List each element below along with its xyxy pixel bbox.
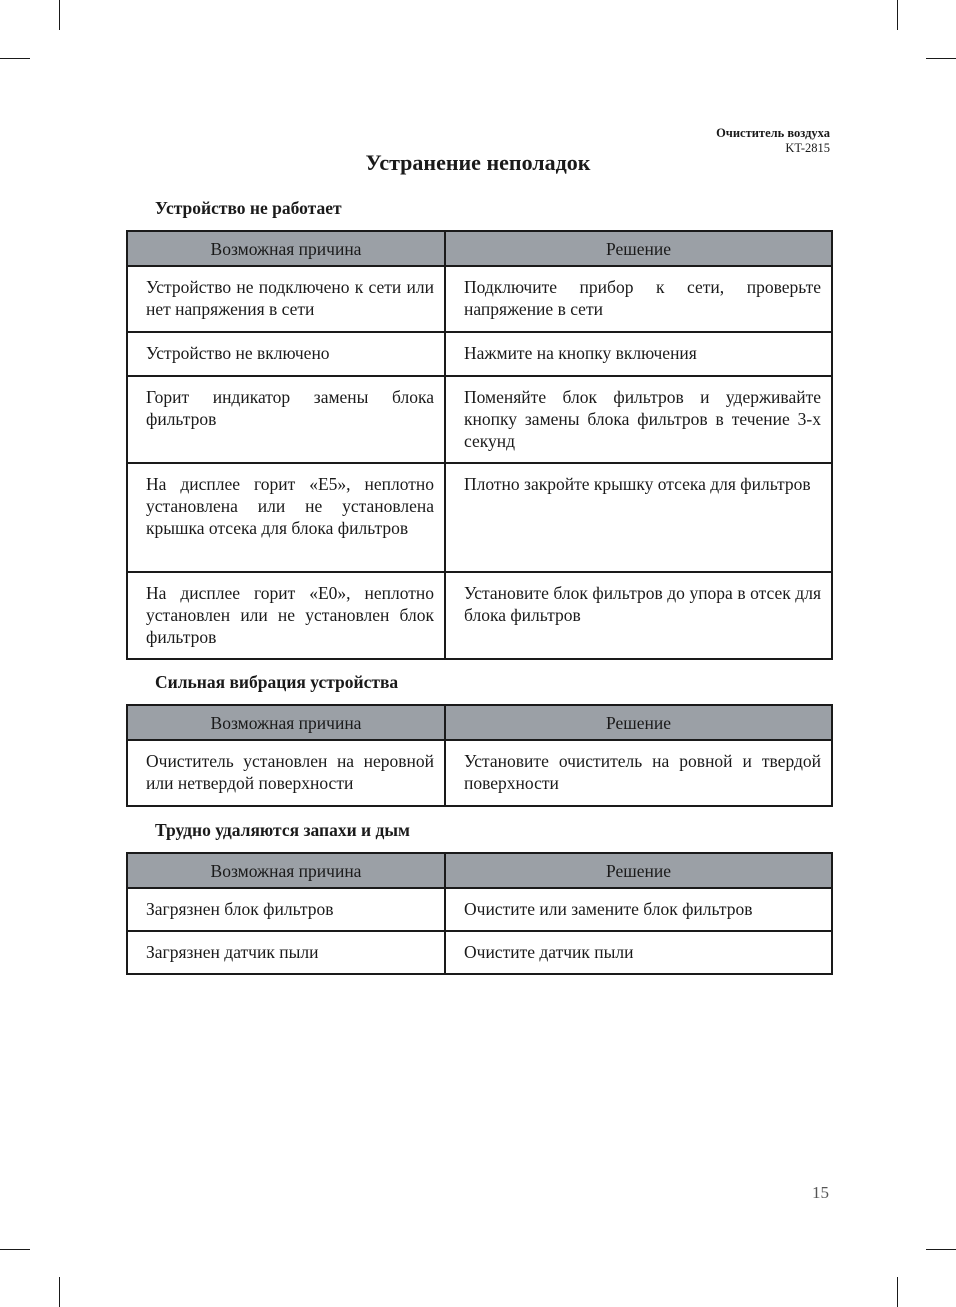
product-name: Очиститель воздуха (716, 126, 830, 140)
table-row (127, 740, 832, 806)
solution-cell: Очистите или замените блок фильтров (445, 888, 832, 931)
solution-cell: Поменяйте блок фильтров и удерживайте кнопку замены блока фильтров в течение 3-х секунд (445, 376, 832, 463)
cause-cell: Устройство не включено (127, 332, 445, 376)
solution-cell: Плотно закройте крышку отсека для фильтров (445, 463, 832, 572)
table-row (127, 266, 832, 332)
troubleshooting-table (126, 852, 833, 975)
crop-mark (926, 1249, 956, 1250)
column-header-cause: Возможная причина (127, 231, 445, 266)
troubleshooting-table (126, 704, 833, 807)
crop-mark (59, 1277, 60, 1307)
crop-mark (897, 0, 898, 30)
solution-cell: Установите блок фильтров до упора в отсек для блока фильтров (445, 572, 832, 659)
table-row (127, 888, 832, 931)
crop-mark (0, 1249, 30, 1250)
cause-cell: Очиститель установлен на неровной или нетвердой поверхности (127, 740, 445, 806)
section-heading: Устройство не работает (155, 198, 342, 218)
page-title: Устранение неполадок (365, 150, 591, 175)
cause-cell: На дисплее горит «E5», неплотно установлена или не установлена крышка отсека для блока фильтров (127, 463, 445, 572)
column-header-solution: Решение (445, 231, 832, 266)
table-row (127, 572, 832, 659)
column-header-cause: Возможная причина (127, 705, 445, 740)
column-header-solution: Решение (445, 705, 832, 740)
cause-cell: Загрязнен датчик пыли (127, 931, 445, 974)
solution-cell: Установите очиститель на ровной и твердой поверхности (445, 740, 832, 806)
table-header-row (127, 853, 832, 888)
solution-cell: Подключите прибор к сети, проверьте напряжение в сети (445, 266, 832, 332)
cause-cell: На дисплее горит «E0», неплотно установлен или не установлен блок фильтров (127, 572, 445, 659)
crop-mark (59, 0, 60, 30)
table-header-row (127, 231, 832, 266)
column-header-cause: Возможная причина (127, 853, 445, 888)
section-heading: Сильная вибрация устройства (155, 672, 399, 692)
table-row (127, 332, 832, 376)
page-number: 15 (812, 1183, 829, 1202)
table-header-row (127, 705, 832, 740)
crop-mark (0, 58, 30, 59)
troubleshooting-table (126, 230, 833, 660)
solution-cell: Нажмите на кнопку включения (445, 332, 832, 376)
crop-mark (926, 58, 956, 59)
solution-cell: Очистите датчик пыли (445, 931, 832, 974)
cause-cell: Загрязнен блок фильтров (127, 888, 445, 931)
column-header-solution: Решение (445, 853, 832, 888)
table-row (127, 463, 832, 572)
table-row (127, 931, 832, 974)
cause-cell: Устройство не подключено к сети или нет напряжения в сети (127, 266, 445, 332)
cause-cell: Горит индикатор замены блока фильтров (127, 376, 445, 463)
table-row (127, 376, 832, 463)
model-number: KT-2815 (785, 141, 830, 155)
section-heading: Трудно удаляются запахи и дым (155, 820, 410, 840)
crop-mark (897, 1277, 898, 1307)
